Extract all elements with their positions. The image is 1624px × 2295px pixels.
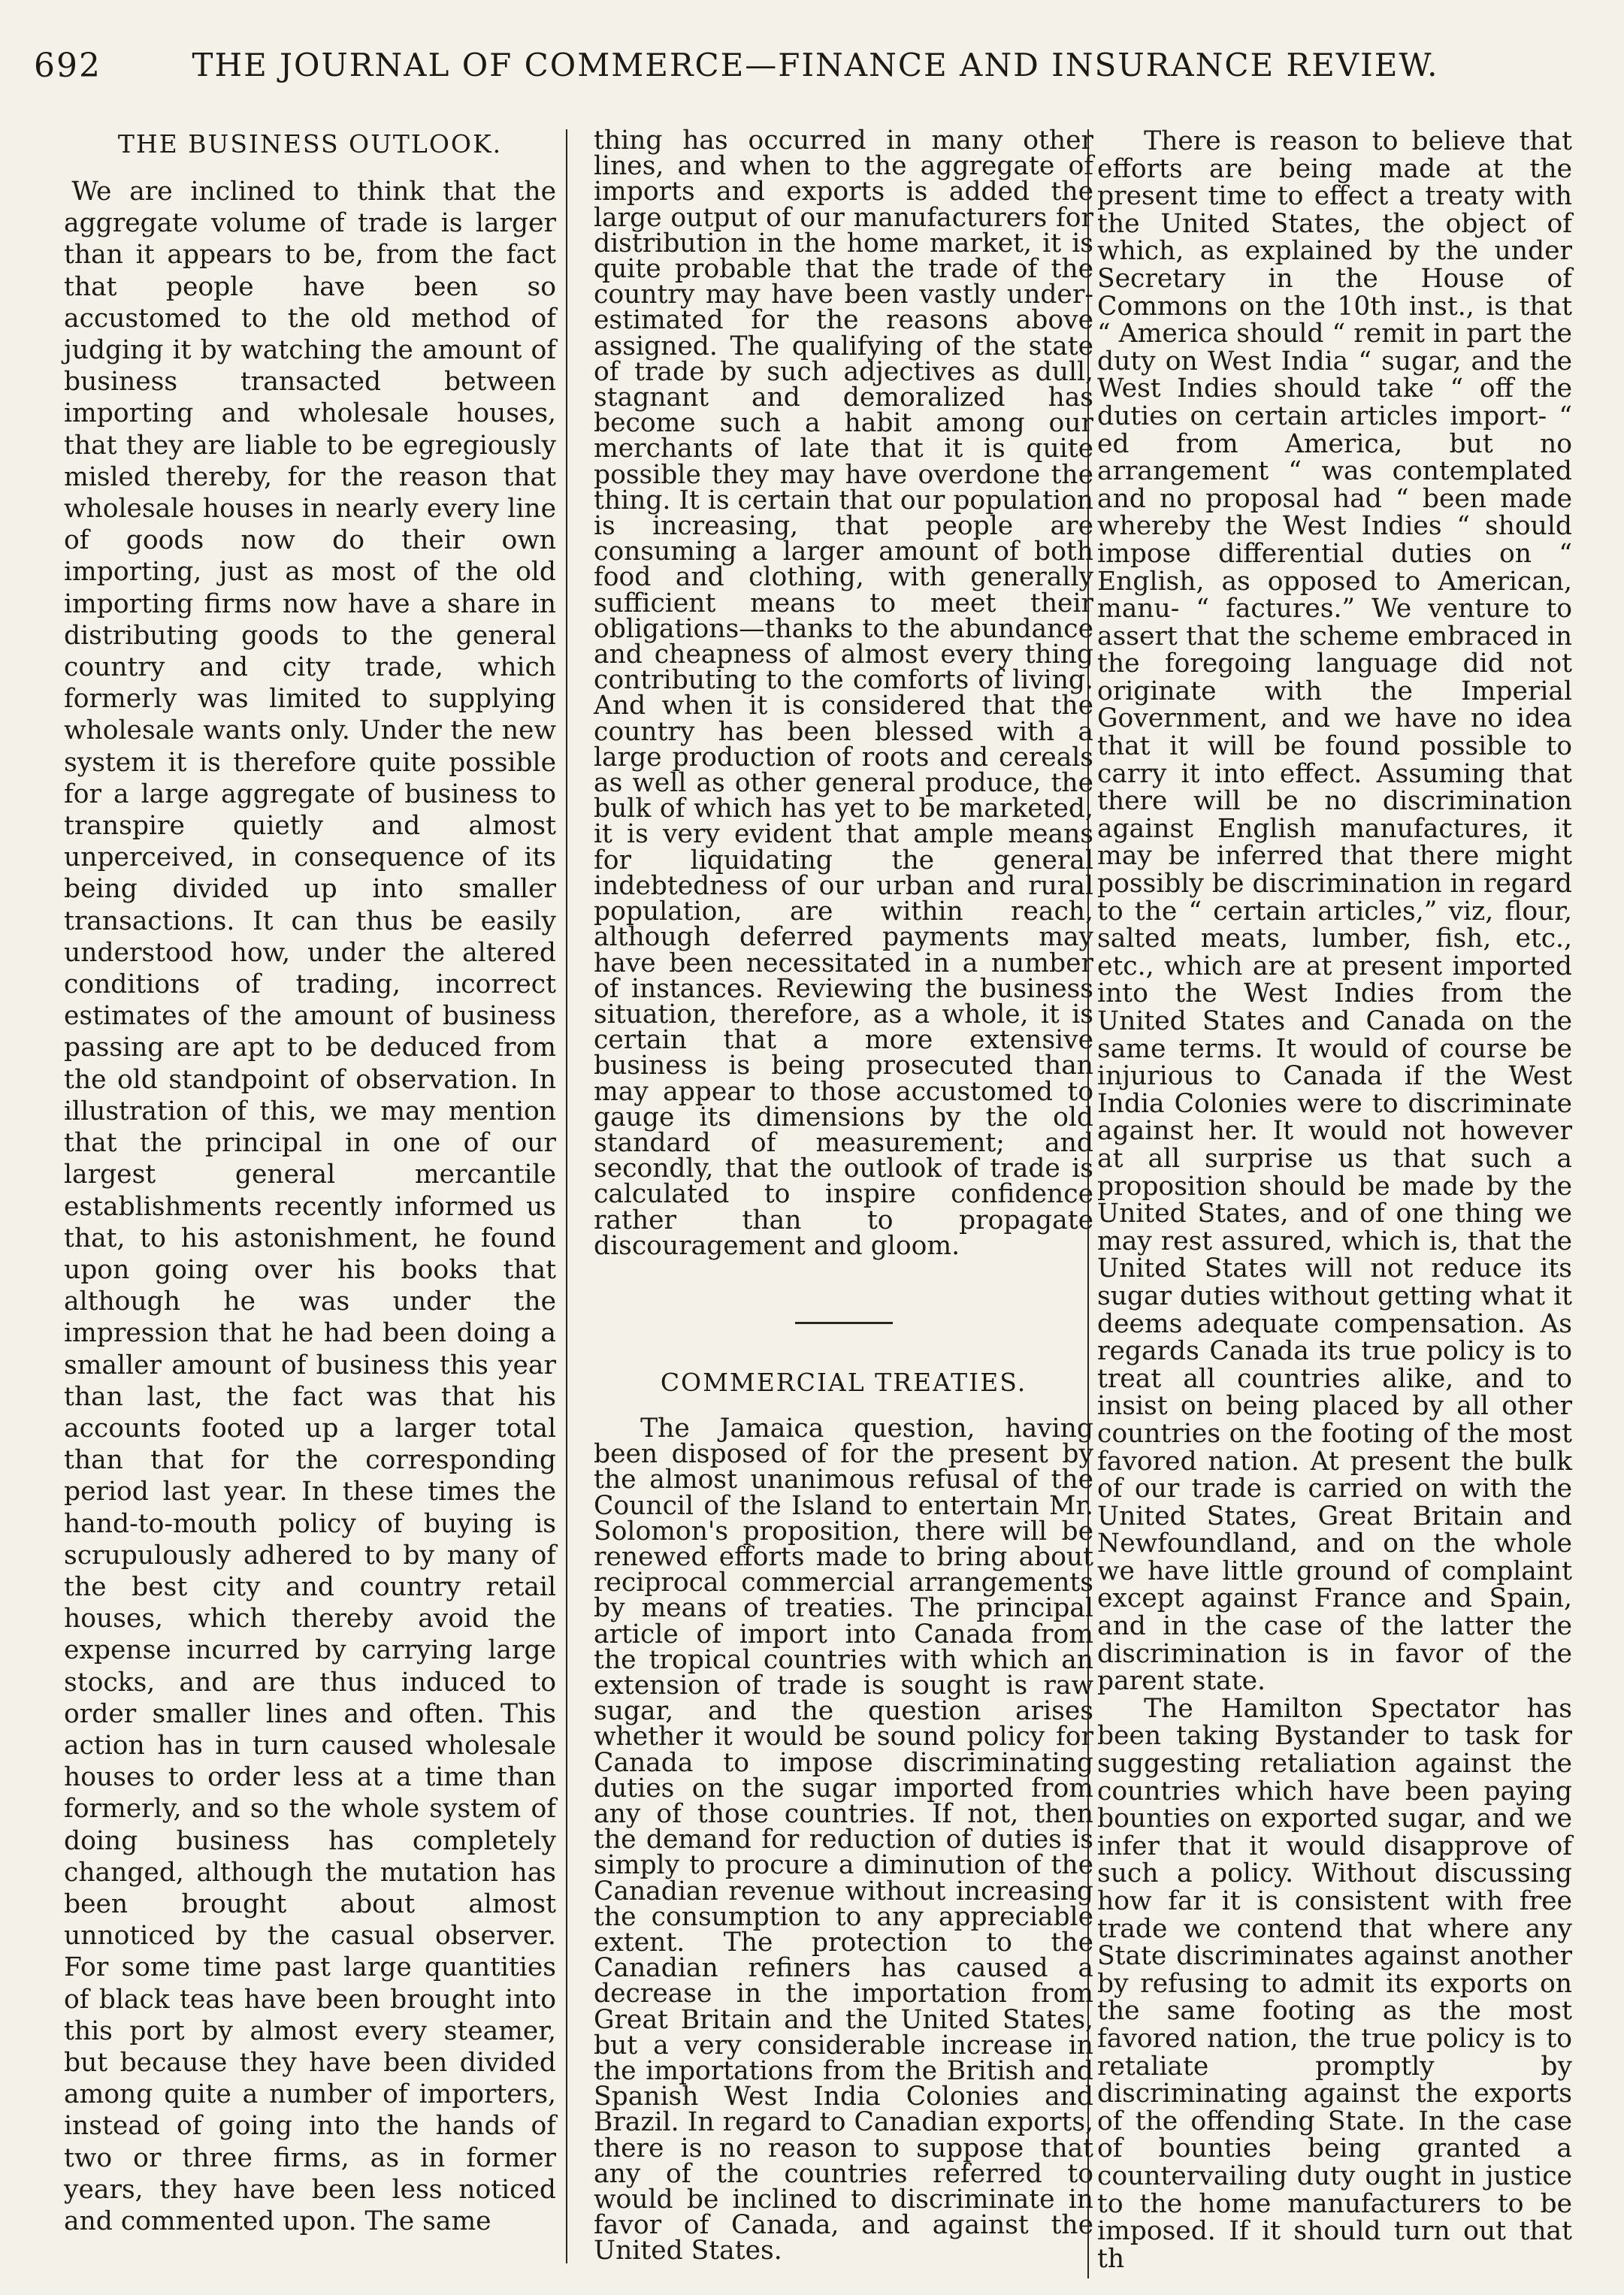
section-separator xyxy=(795,1322,893,1324)
column-2 xyxy=(594,125,1093,2266)
business-outlook-paragraph: We are inclined to think that the aggregate volume of trade is larger than it appears to be, from the fact that people have been so accustomed to the old method of judging it by watching the amount of business transacted between importing and wholesale houses, that they are liable to be egregiously misled thereby, for the reason that wholesale houses in nearly every line of goods now do their own importing, just as most of the old importing firms now have a share in distributing goods to the general country and city trade, which formerly was limited to supplying wholesale wants only. Under the new system it is therefore quite possible for a large aggregate of business to transpire quietly and almost unperceived, in consequence of its being divided up into smaller transactions. It can thus be easily understood how, under the altered conditions of trading, incorrect estimates of the amount of business passing are apt to be deduced from the old standpoint of observation. In illustration of this, we may mention that the principal in one of our largest general mercantile establishments recently informed us that, to his astonishment, he found upon going over his books that although he was under the impression that he had been doing a smaller amount of business this year than last, the fact was that his accounts footed up a larger total than that for the corresponding period last year. In these times the hand-to-mouth policy of buying is scrupulously adhered to by many of the best city and country retail houses, which thereby avoid the expense incurred by carrying large stocks, and are thus induced to order smaller lines and often. This action has in turn caused wholesale houses to order less at a time than formerly, and so the whole system of doing business has completely changed, although the mutation has been brought about almost unnoticed by the casual observer. For some time past large quantities of black teas have been brought into this port by almost every steamer, but because they have been divided among quite a number of importers, instead of going into the hands of two or three firms, as in former years, they have been less noticed and commented upon. The same xyxy=(64,177,556,2236)
business-outlook-continuation: thing has occurred in many other lines, and when to the aggregate of imports and exports is added the large output of our manufacturers for distribution in the home market, it is quite probable that the trade of the country may have been vastly under-estimated for the reasons above assigned. The qualifying of the state of trade by such adjectives as dull, stagnant and demoralized has become such a habit among our merchants of late that it is quite possible they may have overdone the thing. It is certain that our population is increasing, that people are consuming a larger amount of both food and clothing, with generally sufficient means to meet their obligations—thanks to the abundance and cheapness of almost every thing contributing to the comforts of living. And when it is considered that the country has been blessed with a large production of roots and cereals as well as other general produce, the bulk of which has yet to be marketed, it is very evident that ample means for liquidating the general indebtedness of our urban and rural population, are within reach, although deferred payments may have been necessitated in a number of instances. Reviewing the business situation, therefore, as a whole, it is certain that a more extensive business is being prosecuted than may appear to those accustomed to gauge its dimensions by the old standard of measurement; and secondly, that the outlook of trade is calculated to inspire confidence rather than to propagate discouragement and gloom. xyxy=(594,125,1093,1261)
commercial-treaties-paragraph-2: There is reason to believe that efforts are being made at the present time to effect a treaty with the United States, the object of which, as explained by the under Secretary in the House of Commons on the 10th inst., is that “ America should “ remit in part the duty on West India “ sugar, and the West Indies should take “ off the duties on certain articles import- “ ed from America, but no arrangement “ was contemplated and no proposal had “ been made whereby the West Indies “ should impose differential duties on “ English, as opposed to American, manu- “ factures.” We venture to assert that the scheme embraced in the foregoing language did not originate with the Imperial Government, and we have no idea that it will be found possible to carry it into effect. Assuming that there will be no discrimination against English manufactures, it may be inferred that there might possibly be discrimination in regard to the “ certain articles,” viz, flour, salted meats, lumber, fish, etc., etc., which are at present imported into the West Indies from the United States and Canada on the same terms. It would of course be injurious to Canada if the West India Colonies were to discriminate against her. It would not however at all surprise us that such a proposition should be made by the United States, and of one thing we may rest assured, which is, that the United States will not reduce its sugar duties without getting what it deems adequate compensation. As regards Canada its true policy is to treat all countries alike, and to insist on being placed by all other countries on the footing of the most favored nation. At present the bulk of our trade is carried on with the United States, Great Britain and Newfoundland, and on the whole we have little ground of complaint except against France and Spain, and in the case of the latter the discrimination is in favor of the parent state. xyxy=(1097,126,1572,1697)
column-rule-left xyxy=(566,129,567,2263)
commercial-treaties-title: COMMERCIAL TREATIES. xyxy=(660,1367,1027,1397)
commercial-treaties-paragraph-3: The Hamilton Spectator has been taking Bystander to task for suggesting retaliation against the countries which have been paying bounties on exported sugar, and we infer that it would disapprove of such a policy. Without discussing how far it is consistent with free trade we contend that where any State discriminates against another by refusing to admit its exports on the same footing as the most favored nation, the true policy is to retaliate promptly by discriminating against the exports of the offending State. In the case of bounties being granted a countervailing duty ought in justice to the home manufacturers to be imposed. If it should turn out that th xyxy=(1097,1693,1572,2274)
business-outlook-title: THE BUSINESS OUTLOOK. xyxy=(117,129,503,159)
journal-title: THE JOURNAL OF COMMERCE—FINANCE AND INSURANCE REVIEW. xyxy=(192,47,1439,83)
column-1 xyxy=(64,128,556,2237)
column-3 xyxy=(1097,128,1572,2272)
commercial-treaties-paragraph-1: The Jamaica question, having been disposed of for the present by the almost unanimous refusal of the Council of the Island to entertain Mr. Solomon's proposition, there will be renewed efforts made to bring about reciprocal commercial arrangements by means of treaties. The principal article of import into Canada from the tropical countries with which an extension of trade is sought is raw sugar, and the question arises whether it would be sound policy for Canada to impose discriminating duties on the sugar imported from any of those countries. If not, then the demand for reduction of duties is simply to procure a diminution of the Canadian revenue without increasing the consumption to any appreciable extent. The protection to the Canadian refiners has caused a decrease in the importation from Great Britain and the United States, but a very considerable increase in the importations from the British and Spanish West India Colonies and Brazil. In regard to Canadian exports, there is no reason to suppose that any of the countries referred to would be inclined to discriminate in favor of Canada, and against the United States. xyxy=(594,1413,1093,2266)
page-header xyxy=(34,47,1597,107)
page-number: 692 xyxy=(34,47,101,85)
